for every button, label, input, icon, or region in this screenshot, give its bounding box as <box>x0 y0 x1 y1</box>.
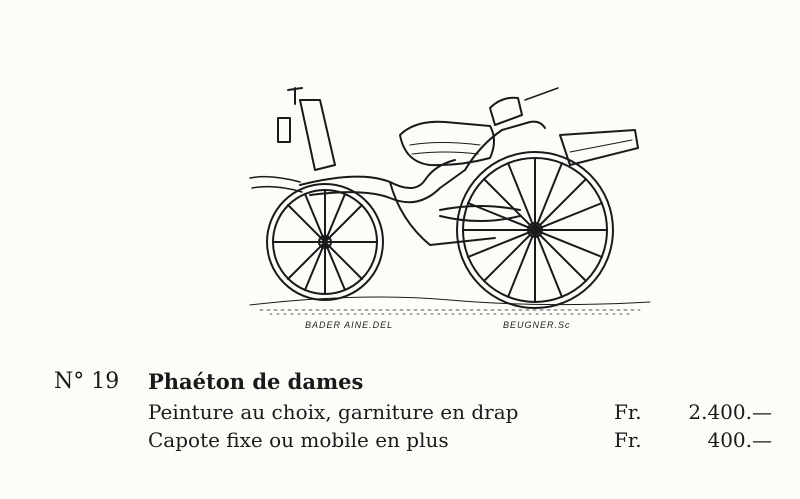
entry-line-price: 2.400.— <box>688 400 772 424</box>
entry-line-price: 400.— <box>707 428 772 452</box>
entry-title: Phaéton de dames <box>148 369 364 394</box>
rear-wheel <box>457 152 613 308</box>
entry-line-description: Peinture au choix, garniture en drap <box>148 400 519 424</box>
entry-number: N° 19 <box>54 369 120 394</box>
entry-line-description: Capote fixe ou mobile en plus <box>148 428 449 452</box>
engraver-signature-left: BADER AINE.DEL <box>305 320 394 330</box>
engraver-signature-right: BEUGNER.Sc <box>503 320 571 330</box>
entry-line-currency: Fr. <box>614 400 642 424</box>
carriage-illustration <box>240 70 660 345</box>
entry-line-currency: Fr. <box>614 428 642 452</box>
